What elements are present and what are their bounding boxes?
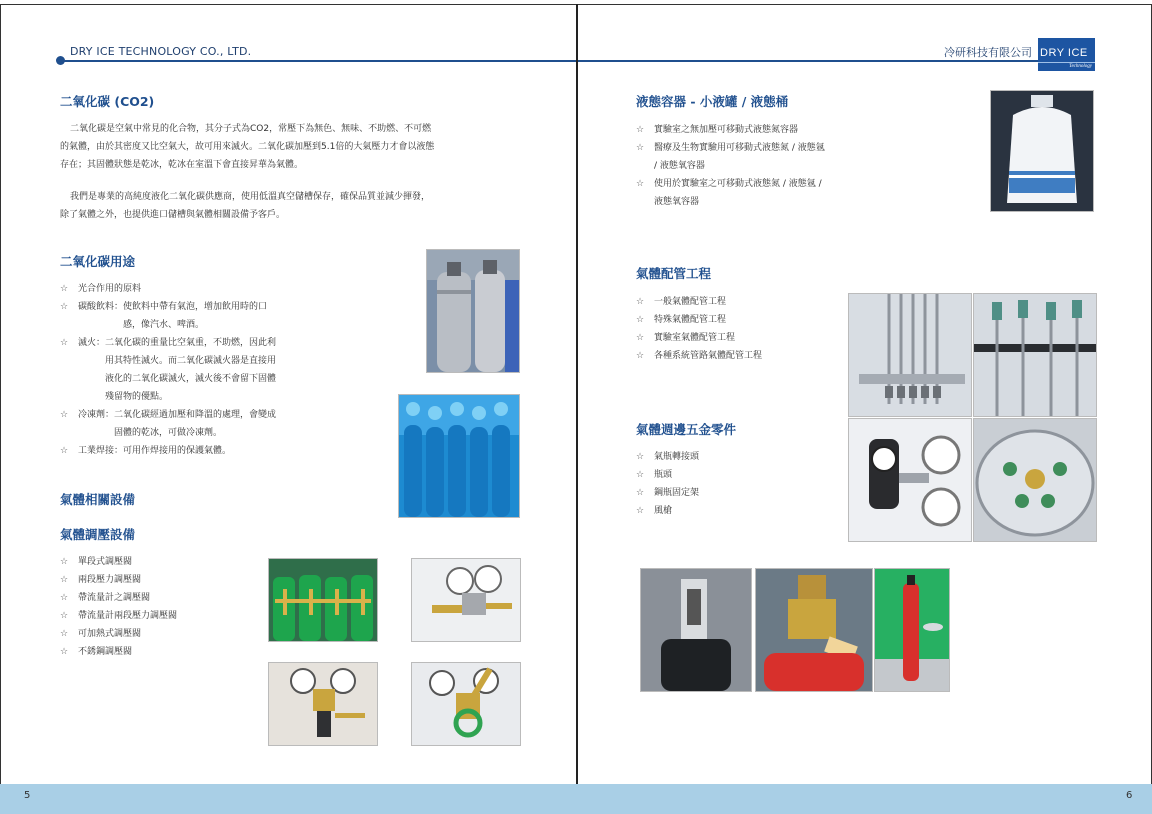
star-bullet-icon: ☆	[60, 410, 69, 420]
company-name-en: DRY ICE TECHNOLOGY CO., LTD.	[70, 45, 252, 58]
piping-list	[636, 293, 762, 365]
star-bullet-icon: ☆	[60, 302, 69, 312]
logo-bar	[1038, 62, 1095, 63]
list-item-text: 液態氧容器	[654, 197, 700, 207]
list-item	[60, 571, 177, 589]
list-item-text: 冷凍劑：二氧化碳經過加壓和降溫的處理，會變成	[78, 410, 277, 420]
photo-wall-panel	[973, 293, 1097, 417]
photo-brass-valve	[755, 568, 873, 692]
list-item	[60, 607, 177, 625]
list-item	[60, 406, 276, 442]
list-item-text: 帶流量計兩段壓力調壓閥	[78, 611, 178, 621]
star-bullet-icon: ☆	[636, 143, 645, 153]
list-item	[636, 139, 825, 175]
list-item-text: 氣瓶轉接頭	[654, 452, 700, 462]
list-item-text: 可加熱式調壓閥	[78, 629, 142, 639]
logo-text: DRY ICE	[1040, 47, 1088, 59]
list-item-text: 一般氣體配管工程	[654, 297, 727, 307]
header-rule-right	[578, 60, 1038, 62]
co2-supplier-line-1: 我們是專業的高純度液化二氧化碳供應商，使用低溫真空儲槽保存，確保品質並減少揮發，	[70, 192, 431, 202]
star-bullet-icon: ☆	[636, 297, 645, 307]
logo-subtext: Technology	[1069, 64, 1092, 69]
list-item-text: 瓶頭	[654, 470, 673, 480]
co2-intro-line-1: 二氧化碳是空氣中常見的化合物，其分子式為CO2，常壓下為無色、無味、不助燃、不可燃	[70, 124, 432, 134]
list-item-text: / 液態氧容器	[654, 161, 705, 171]
list-item	[60, 298, 276, 334]
list-item	[60, 589, 177, 607]
page-number-left: 5	[24, 790, 31, 801]
list-item	[60, 442, 276, 460]
star-bullet-icon: ☆	[636, 125, 645, 135]
co2-supplier-paragraph	[60, 188, 530, 224]
piping-title: 氣體配管工程	[636, 266, 712, 281]
star-bullet-icon: ☆	[60, 593, 69, 603]
list-item	[60, 625, 177, 643]
list-item-text: 單段式調壓閥	[78, 557, 133, 567]
regulator-list	[60, 553, 177, 661]
star-bullet-icon: ☆	[60, 284, 69, 294]
list-item	[636, 311, 762, 329]
list-item-text: 兩段壓力調壓閥	[78, 575, 142, 585]
co2-uses-list	[60, 280, 276, 460]
list-item-text: 帶流量計之調壓閥	[78, 593, 151, 603]
list-item-text: 滅火：二氧化碳的重量比空氣重，不助燃，因此利	[78, 338, 277, 348]
photo-cylinder-head	[973, 418, 1097, 542]
photo-liquid-cylinders	[426, 249, 520, 373]
star-bullet-icon: ☆	[60, 629, 69, 639]
hardware-title: 氣體週邊五金零件	[636, 422, 737, 437]
hardware-list	[636, 448, 699, 520]
company-logo	[1038, 38, 1095, 71]
star-bullet-icon: ☆	[60, 338, 69, 348]
regulator-title: 氣體調壓設備	[60, 527, 136, 542]
star-bullet-icon: ☆	[60, 647, 69, 657]
list-item-text: 鋼瓶固定架	[654, 488, 700, 498]
list-item-text: 殘留物的優點。	[78, 392, 169, 402]
list-item-text: 工業焊接：可用作焊接用的保護氣體。	[78, 446, 232, 456]
co2-uses-title: 二氧化碳用途	[60, 254, 136, 269]
co2-intro-paragraph	[60, 120, 530, 174]
gas-equipment-title: 氣體相關設備	[60, 492, 136, 507]
list-item-text: 光合作用的原料	[78, 284, 142, 294]
list-item	[60, 280, 276, 298]
photo-piping-valves	[848, 293, 972, 417]
list-item-text: 用其特性滅火。而二氧化碳滅火器是直接用	[78, 356, 277, 366]
photo-blue-cylinders	[398, 394, 520, 518]
list-item-text: 實驗室氣體配管工程	[654, 333, 736, 343]
list-item-text: 使用於實驗室之可移動式液態氮 / 液態氬 /	[654, 179, 822, 189]
star-bullet-icon: ☆	[636, 351, 645, 361]
list-item	[636, 329, 762, 347]
list-item-text: 固體的乾冰，可做冷凍劑。	[78, 428, 223, 438]
photo-red-cylinder	[874, 568, 950, 692]
list-item	[636, 466, 699, 484]
page-number-right: 6	[1126, 790, 1133, 801]
containers-list	[636, 121, 825, 211]
star-bullet-icon: ☆	[60, 611, 69, 621]
list-item	[636, 347, 762, 365]
header-rule-left	[60, 60, 576, 62]
photo-brass-regulator	[268, 662, 378, 746]
footer-band	[0, 784, 1152, 814]
star-bullet-icon: ☆	[60, 575, 69, 585]
list-item-text: 不銹鋼調壓閥	[78, 647, 133, 657]
page-gutter	[576, 4, 578, 784]
list-item	[636, 121, 825, 139]
list-item	[60, 553, 177, 571]
list-item-text: 特殊氣體配管工程	[654, 315, 727, 325]
photo-green-handle-regulator	[411, 662, 521, 746]
company-name-zh: 冷研科技有限公司	[944, 46, 1032, 59]
list-item-text: 風槍	[654, 506, 673, 516]
photo-green-manifold	[268, 558, 378, 642]
photo-cylinder-adapter	[640, 568, 752, 692]
list-item-text: 醫療及生物實驗用可移動式液態氮 / 液態氬	[654, 143, 825, 153]
co2-supplier-line-2: 除了氣體之外，也提供進口儲槽與氣體相關設備予客戶。	[60, 210, 286, 220]
star-bullet-icon: ☆	[636, 452, 645, 462]
photo-regulator-dual-gauge	[411, 558, 521, 642]
co2-intro-line-2: 的氣體，由於其密度又比空氣大，故可用來滅火。二氧化碳加壓到5.1倍的大氣壓力才會以液態	[60, 142, 435, 152]
list-item	[60, 334, 276, 406]
co2-title: 二氧化碳 (CO2)	[60, 94, 155, 109]
star-bullet-icon: ☆	[636, 333, 645, 343]
list-item-text: 液化的二氧化碳滅火，滅火後不會留下固體	[78, 374, 277, 384]
list-item	[636, 502, 699, 520]
star-bullet-icon: ☆	[636, 179, 645, 189]
list-item	[636, 484, 699, 502]
list-item-text: 各種系統管路氣體配管工程	[654, 351, 763, 361]
containers-title: 液態容器 - 小液罐 / 液態桶	[636, 94, 789, 109]
list-item	[636, 175, 825, 211]
star-bullet-icon: ☆	[636, 470, 645, 480]
list-item-text: 感，像汽水、啤酒。	[78, 320, 205, 330]
star-bullet-icon: ☆	[636, 315, 645, 325]
photo-liquid-dewar	[990, 90, 1094, 212]
list-item-text: 實驗室之無加壓可移動式液態氮容器	[654, 125, 799, 135]
list-item	[60, 643, 177, 661]
star-bullet-icon: ☆	[60, 446, 69, 456]
list-item-text: 碳酸飲料：使飲料中帶有氣泡，增加飲用時的口	[78, 302, 268, 312]
frame-left-border	[0, 4, 1, 784]
star-bullet-icon: ☆	[636, 506, 645, 516]
list-item	[636, 293, 762, 311]
photo-gauge-regulator	[848, 418, 972, 542]
co2-intro-line-3: 存在；其固體狀態是乾冰，乾冰在室溫下會直接昇華為氣體。	[60, 160, 304, 170]
star-bullet-icon: ☆	[636, 488, 645, 498]
star-bullet-icon: ☆	[60, 557, 69, 567]
list-item	[636, 448, 699, 466]
